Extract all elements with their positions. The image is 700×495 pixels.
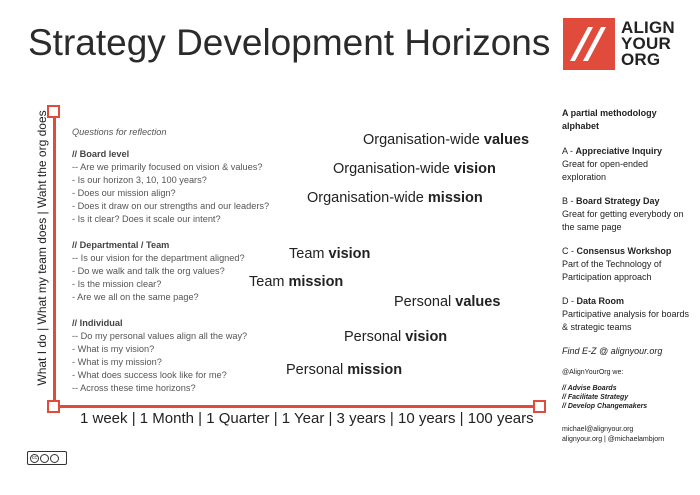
- question-item: - Are we all on the same page?: [72, 292, 199, 302]
- sidebar-title: A partial methodology alphabet: [562, 108, 657, 131]
- question-group-title: // Individual: [72, 318, 123, 328]
- horizon-prefix: Personal: [286, 362, 348, 378]
- question-item: -- Are we primarily focused on vision & values?: [72, 162, 263, 172]
- methodology-name: Consensus Workshop: [576, 246, 672, 256]
- methodology-heading: [562, 195, 692, 208]
- methodology-code: B -: [562, 196, 577, 206]
- methodology-sidebar: [562, 107, 692, 445]
- horizon-term: values: [483, 132, 530, 148]
- methodology-name: Appreciative Inquiry: [575, 146, 663, 156]
- question-group-title: // Departmental / Team: [72, 240, 170, 250]
- methodology-heading: [562, 245, 692, 258]
- question-groups: [72, 148, 302, 395]
- logo-wordmark: [621, 20, 675, 68]
- logo-line-3: ORG: [621, 50, 661, 69]
- horizon-personal-mission: [286, 362, 402, 378]
- question-item: - Is it clear? Does it scale our intent?: [72, 214, 221, 224]
- question-item: - What does success look like for me?: [72, 370, 227, 380]
- question-group: [72, 317, 302, 395]
- creative-commons-badge: [27, 451, 67, 465]
- question-item: - What is my vision?: [72, 344, 155, 354]
- questions-heading: Questions for reflection: [72, 127, 167, 137]
- methodology-code: D -: [562, 296, 577, 306]
- horizon-org-values: [363, 132, 529, 148]
- horizon-personal-vision: [344, 329, 447, 345]
- question-item: -- Is our vision for the department aligned?: [72, 253, 245, 263]
- horizon-prefix: Personal: [394, 294, 456, 310]
- find-more-link[interactable]: Find E-Z @ alignyour.org: [562, 346, 663, 356]
- horizon-term: vision: [405, 329, 448, 345]
- reflection-questions: [72, 126, 302, 408]
- question-group: [72, 239, 302, 304]
- cc-icon: cc: [32, 454, 37, 461]
- methodology-description: Part of the Technology of Participation approach: [562, 259, 662, 282]
- logo-line-2: YOUR: [621, 34, 671, 53]
- horizon-org-mission: [307, 190, 483, 206]
- methodology-description: Great for open-ended exploration: [562, 159, 649, 182]
- horizon-prefix: Organisation-wide: [333, 161, 454, 177]
- question-item: - Do we walk and talk the org values?: [72, 266, 225, 276]
- horizon-team-mission: [249, 274, 343, 290]
- horizon-prefix: Team: [249, 274, 289, 290]
- horizon-personal-values: [394, 294, 500, 310]
- y-axis-label-container: [32, 108, 52, 388]
- horizon-prefix: Organisation-wide: [307, 190, 428, 206]
- methodology-item: [562, 295, 692, 334]
- contact-email[interactable]: michael@alignyour.org: [562, 426, 634, 433]
- methodology-description: Participative analysis for boards & strategic teams: [562, 309, 690, 332]
- horizon-term: vision: [328, 246, 371, 262]
- service-item: // Advise Boards: [562, 385, 617, 392]
- page-title: Strategy Development Horizons: [28, 22, 551, 63]
- logo-slashes-icon: [563, 18, 615, 70]
- we-intro: @AlignYourOrg we:: [562, 369, 624, 376]
- question-group: [72, 148, 302, 226]
- question-item: - Is the mission clear?: [72, 279, 162, 289]
- methodology-description: Great for getting everybody on the same page: [562, 209, 684, 232]
- horizon-org-vision: [333, 161, 496, 177]
- x-axis-end-marker: [533, 400, 546, 413]
- question-item: - Does our mission align?: [72, 188, 176, 198]
- question-item: -- Do my personal values align all the way?: [72, 331, 248, 341]
- sa-icon: [50, 454, 59, 463]
- horizon-team-vision: [289, 246, 370, 262]
- methodology-name: Board Strategy Day: [576, 196, 660, 206]
- horizon-term: mission: [288, 274, 344, 290]
- by-icon: [40, 454, 49, 463]
- methodology-code: A -: [562, 146, 576, 156]
- contact-web[interactable]: alignyour.org | @michaelambjorn: [562, 436, 665, 443]
- y-axis-line: [53, 116, 56, 408]
- horizon-term: mission: [347, 362, 403, 378]
- question-item: -- Across these time horizons?: [72, 383, 196, 393]
- horizon-prefix: Organisation-wide: [363, 132, 484, 148]
- methodology-list: [562, 145, 692, 334]
- origin-marker: [47, 400, 60, 413]
- question-item: - What is my mission?: [72, 357, 162, 367]
- horizon-term: vision: [453, 161, 496, 177]
- methodology-name: Data Room: [576, 296, 625, 306]
- horizon-term: values: [455, 294, 501, 310]
- align-your-org-logo: [563, 18, 675, 70]
- y-axis-label: What I do | What my team does | Waht the org does: [35, 110, 49, 386]
- methodology-heading: [562, 145, 692, 158]
- methodology-item: [562, 145, 692, 184]
- horizon-prefix: Team: [289, 246, 329, 262]
- methodology-heading: [562, 295, 692, 308]
- methodology-code: C -: [562, 246, 577, 256]
- question-item: - Is our horizon 3, 10, 100 years?: [72, 175, 207, 185]
- service-item: // Facilitate Strategy: [562, 394, 629, 401]
- logo-line-1: ALIGN: [621, 18, 675, 37]
- methodology-item: [562, 245, 692, 284]
- horizon-prefix: Personal: [344, 329, 406, 345]
- x-axis-label: 1 week | 1 Month | 1 Quarter | 1 Year | 3 years | 10 years | 100 years: [80, 410, 534, 427]
- horizon-term: mission: [427, 190, 483, 206]
- service-item: // Develop Changemakers: [562, 403, 648, 410]
- methodology-item: [562, 195, 692, 234]
- question-group-title: // Board level: [72, 149, 130, 159]
- services-list: [562, 384, 692, 411]
- question-item: - Does it draw on our strengths and our leaders?: [72, 201, 270, 211]
